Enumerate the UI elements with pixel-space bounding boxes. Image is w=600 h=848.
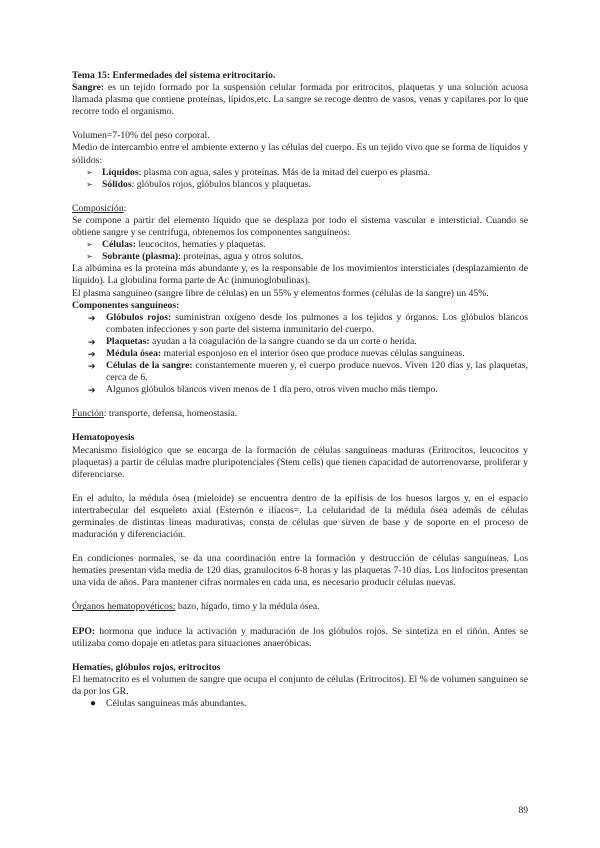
list-item: ● Células sanguíneas más abundantes. (90, 698, 247, 710)
list-item: ➢ Líquidos: plasma con agua, sales y proteínas. Más de la mitad del cuerpo es plasma. (86, 166, 430, 178)
albumina-paragraph: La albúmina es la proteína más abundante y, es la responsable de los movimientos intersticiales (desplazamiento de líquido). La globulina forma parte de Ac (inmunoglobulinas). (72, 263, 528, 287)
list-item: ➔ Algunos glóbulos blancos viven menos de 1 día pero, otros viven mucho más tiempo. (88, 384, 438, 396)
arrow-bullet-icon: ➔ (88, 348, 96, 359)
list-item: ➢ Sólidos: glóbulos rojos, glóbulos blancos y plaquetas. (86, 178, 311, 190)
hematopoyesis-paragraph-1: Mecanismo fisiológico que se encarga de la formación de células sanguíneas maduras (Eritrocitos, leucocitos y plaquetas) a partir de células madre pluripotenciales (Stem cells) que tienen capacidad de autorrenovarse, proliferar y diferenciarse. (72, 444, 528, 480)
hematies-heading: Hematíes, glóbulos rojos, eritrocitos (72, 661, 221, 673)
hematopoyesis-paragraph-2: En el adulto, la médula ósea (mieloide) se encuentra dentro de la epífisis de los huesos largos y, en el espacio intertrabecular del esqueleto axial (Esternón e ilíacos=. La celularidad de la médula ósea además de células germinales de distintas líneas madurativas, consta de células que sirven de base y de soporte en el proceso de maduración y diferenciación. (72, 492, 528, 541)
page-content (72, 70, 528, 710)
volumen-line: Volumen=7-10% del peso corporal. (72, 130, 210, 142)
arrow-bullet-icon: ➔ (88, 312, 96, 323)
hematopoyesis-paragraph-3: En condiciones normales, se da una coordinación entre la formación y destrucción de células sanguíneas. Los hematíes presentan vida media de 120 días, granulocitos 6-8 horas y las plaquetas 7-10 días. Los linfocitos presentan una vida de años. Para mantener cifras normales en cada una, es necesario producir células nuevas. (72, 553, 528, 589)
list-item: ➢ Células: leucocitos, hematíes y plaquetas. (86, 239, 266, 251)
medio-paragraph: Medio de intercambio entre el ambiente externo y las células del cuerpo. Es un tejido vivo que se forma de líquidos y sólidos: (72, 142, 528, 166)
list-item: ➔ Células de la sangre: constantemente mueren y, el cuerpo produce nuevos. Viven 120 días y, las plaquetas, cerca de 6. (88, 360, 528, 384)
list-item: ➔ Médula ósea: material esponjoso en el interior óseo que produce nuevas células sanguíneas. (88, 347, 465, 359)
arrow-bullet-icon: ➔ (88, 385, 96, 396)
list-item: ➔ Glóbulos rojos: suministran oxígeno desde los pulmones a los tejidos y órganos. Los glóbulos blancos combaten infecciones y son parte del sistema inmunitario del cuerpo. (88, 311, 528, 335)
hematopoyesis-heading: Hematopoyesis (72, 432, 135, 444)
componentes-list (72, 312, 528, 397)
chevron-bullet-icon: ➢ (86, 240, 93, 250)
chevron-bullet-icon: ➢ (86, 167, 93, 177)
sangre-definition: es un tejido formado por la suspensión celular formada por eritrocitos, plaquetas y una solución acuosa llamada plasma que contiene proteínas, lípidos,etc. La sangre se recoge dentro de vasos, venas y capilares por lo que recorre todo el organismo. (72, 82, 528, 118)
organos-line: Órganos hematopoyéticos: bazo, hígado, timo y la médula ósea. (72, 601, 320, 613)
sangre-paragraph (72, 82, 528, 118)
plasma-paragraph: El plasma sanguíneo (sangre libre de células) en un 55% y elementos formes (células de la sangre) un 45%. (72, 287, 489, 299)
hematocrito-paragraph: El hematocrito es el volumen de sangre que ocupa el conjunto de células (Eritrocitos). El % de volumen sanguíneo se da por los GR. (72, 673, 528, 697)
sangre-term: Sangre: (72, 82, 105, 94)
chevron-bullet-icon: ➢ (86, 252, 93, 262)
componentes-heading: Componentes sanguíneos: (72, 299, 180, 311)
list-item: ➔ Plaquetas: ayudan a la coagulación de la sangre cuando se da un corte o herida. (88, 335, 417, 347)
page-number: 89 (518, 806, 528, 816)
composicion-list (72, 239, 528, 263)
list-item: ➢ Sobrante (plasma): proteínas, agua y otros solutos. (86, 251, 304, 263)
estado-list (72, 167, 528, 191)
hematies-list (72, 698, 528, 710)
composicion-heading: Composición: (72, 202, 127, 214)
arrow-bullet-icon: ➔ (88, 361, 96, 372)
arrow-bullet-icon: ➔ (88, 336, 96, 347)
composicion-paragraph: Se compone a partir del elemento líquido que se desplaza por todo el sistema vascular e intersticial. Cuando se obtiene sangre y se centrifuga, obtenemos los componentes sanguíneos: (72, 214, 528, 239)
epo-paragraph: EPO: hormona que induce la activación y maduración de los glóbulos rojos. Se sintetiza en el riñón. Antes se utilizaba como dopaje en atletas para situaciones anaeróbicas. (72, 625, 528, 649)
dot-bullet-icon: ● (90, 698, 97, 710)
chevron-bullet-icon: ➢ (86, 179, 93, 189)
funcion-line: Función: transporte, defensa, homeostasia. (72, 408, 238, 420)
section-title: Tema 15: Enfermedades del sistema eritrocitario. (72, 70, 276, 81)
